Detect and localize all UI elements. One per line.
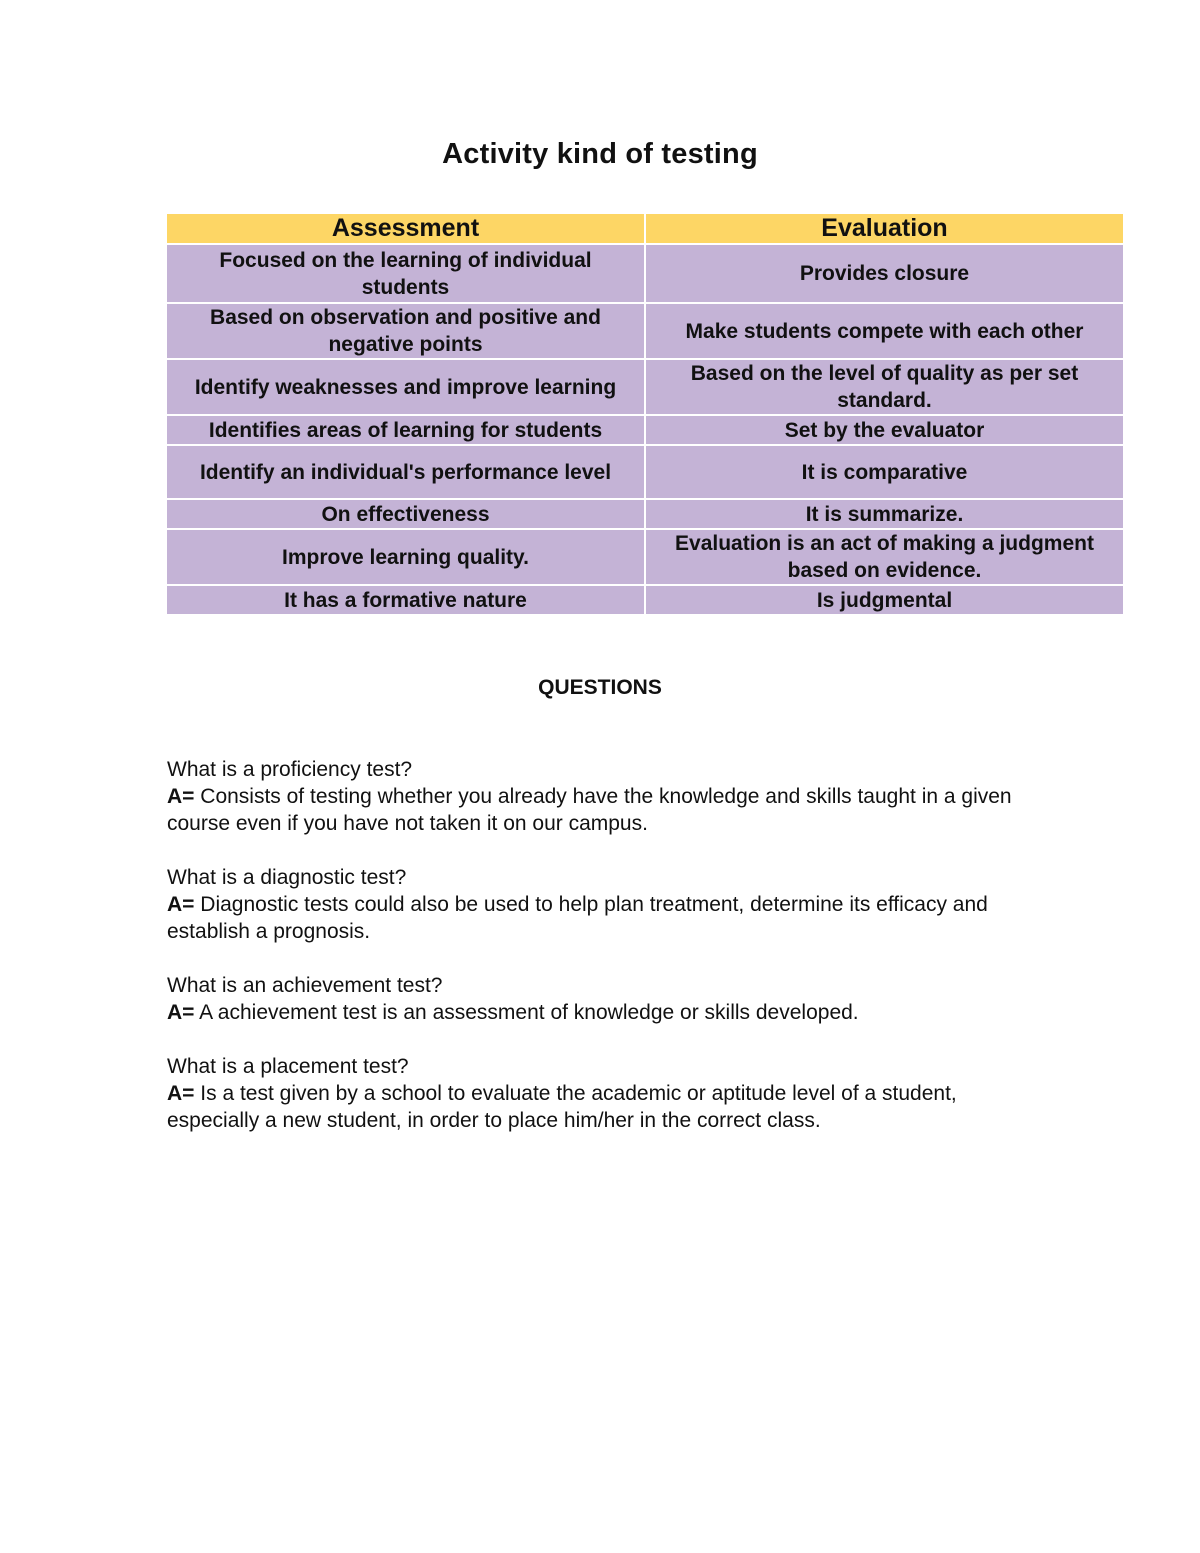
answer-prefix: A= bbox=[167, 893, 195, 916]
question-text: What is a placement test? bbox=[167, 1055, 409, 1078]
table-row bbox=[167, 500, 1123, 528]
assessment-cell: Based on observation and positive and negative points bbox=[167, 304, 644, 358]
assessment-cell: Improve learning quality. bbox=[167, 530, 644, 584]
table-row bbox=[167, 304, 1123, 358]
evaluation-cell: Based on the level of quality as per set standard. bbox=[646, 360, 1123, 414]
table-row bbox=[167, 245, 1123, 302]
evaluation-cell: Make students compete with each other bbox=[646, 304, 1123, 358]
assessment-cell: Identify an individual's performance level bbox=[167, 446, 644, 498]
qa-item bbox=[167, 864, 1047, 945]
evaluation-cell: Provides closure bbox=[646, 245, 1123, 302]
table-row bbox=[167, 586, 1123, 614]
answer-text bbox=[167, 891, 1047, 945]
answer-body: Is a test given by a school to evaluate the academic or aptitude level of a student, especially a new student, in order to place him/her in the correct class. bbox=[167, 1082, 957, 1132]
page-title: Activity kind of testing bbox=[442, 138, 758, 170]
answer-body: Consists of testing whether you already have the knowledge and skills taught in a given course even if you have not taken it on our campus. bbox=[167, 785, 1012, 835]
assessment-cell: Focused on the learning of individual students bbox=[167, 245, 644, 302]
question-text: What is a diagnostic test? bbox=[167, 866, 407, 889]
qa-item bbox=[167, 972, 1047, 1026]
assessment-cell: Identifies areas of learning for students bbox=[167, 416, 644, 444]
answer-text bbox=[167, 999, 1047, 1026]
answer-body: Diagnostic tests could also be used to help plan treatment, determine its efficacy and establish a prognosis. bbox=[167, 893, 988, 943]
answer-prefix: A= bbox=[167, 785, 195, 808]
assessment-cell: On effectiveness bbox=[167, 500, 644, 528]
header-evaluation: Evaluation bbox=[646, 214, 1123, 243]
table-header-row bbox=[167, 214, 1123, 243]
evaluation-cell: Set by the evaluator bbox=[646, 416, 1123, 444]
answer-prefix: A= bbox=[167, 1082, 195, 1105]
evaluation-cell: It is comparative bbox=[646, 446, 1123, 498]
questions-section bbox=[167, 756, 1047, 1161]
evaluation-cell: It is summarize. bbox=[646, 500, 1123, 528]
question-text: What is an achievement test? bbox=[167, 974, 443, 997]
answer-text bbox=[167, 1080, 1047, 1134]
table-row bbox=[167, 416, 1123, 444]
comparison-table bbox=[165, 212, 1125, 616]
evaluation-cell: Evaluation is an act of making a judgment based on evidence. bbox=[646, 530, 1123, 584]
answer-prefix: A= bbox=[167, 1001, 195, 1024]
assessment-cell: Identify weaknesses and improve learning bbox=[167, 360, 644, 414]
question-text: What is a proficiency test? bbox=[167, 758, 413, 781]
answer-body: A achievement test is an assessment of knowledge or skills developed. bbox=[194, 1001, 859, 1024]
answer-text bbox=[167, 783, 1047, 837]
qa-item bbox=[167, 1053, 1047, 1134]
table-row bbox=[167, 530, 1123, 584]
table-row bbox=[167, 360, 1123, 414]
table-row bbox=[167, 446, 1123, 498]
qa-item bbox=[167, 756, 1047, 837]
evaluation-cell: Is judgmental bbox=[646, 586, 1123, 614]
assessment-cell: It has a formative nature bbox=[167, 586, 644, 614]
questions-heading: QUESTIONS bbox=[538, 676, 662, 699]
header-assessment: Assessment bbox=[167, 214, 644, 243]
